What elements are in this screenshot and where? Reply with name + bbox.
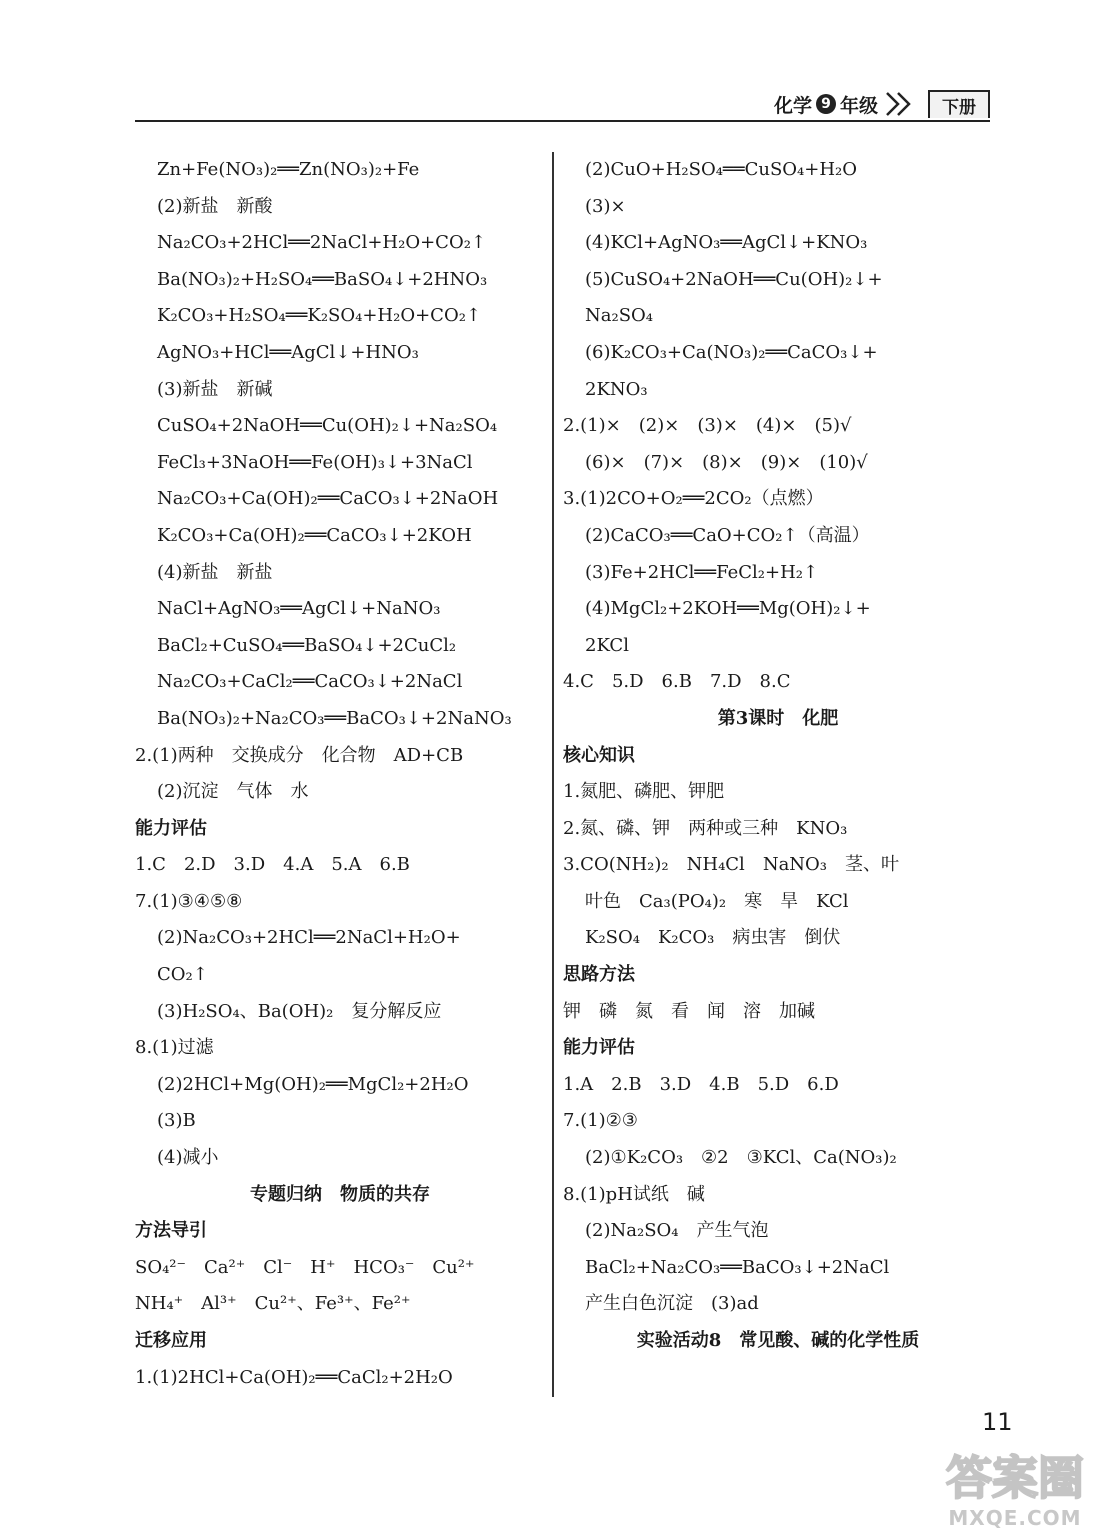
answer-line: (2)CaCO₃══CaO+CO₂↑（高温） <box>585 524 870 546</box>
page-header <box>135 86 990 122</box>
answer-line: BaCl₂+Na₂CO₃══BaCO₃↓+2NaCl <box>585 1256 890 1278</box>
answer-line: (4)MgCl₂+2KOH══Mg(OH)₂↓+ <box>585 598 871 620</box>
answer-line: SO₄²⁻ Ca²⁺ Cl⁻ H⁺ HCO₃⁻ Cu²⁺ <box>135 1256 475 1278</box>
answer-line: (2)CuO+H₂SO₄══CuSO₄+H₂O <box>585 159 858 180</box>
subject-label <box>774 91 878 118</box>
answer-line: (4)新盐 新盐 <box>157 561 273 583</box>
page-number: 11 <box>982 1408 1013 1436</box>
answer-line: Na₂CO₃+Ca(OH)₂══CaCO₃↓+2NaOH <box>157 488 499 510</box>
answer-line: (4)KCl+AgNO₃══AgCl↓+KNO₃ <box>585 232 868 254</box>
grade-badge: 9 <box>816 94 836 114</box>
answer-line: AgNO₃+HCl══AgCl↓+HNO₃ <box>157 341 419 363</box>
answer-line: 2.氮、磷、钾 两种或三种 KNO₃ <box>563 817 848 839</box>
answer-line: 产生白色沉淀 (3)ad <box>585 1293 759 1315</box>
answer-line: (2)Na₂CO₃+2HCl══2NaCl+H₂O+ <box>157 927 461 949</box>
answer-line: (2)2HCl+Mg(OH)₂══MgCl₂+2H₂O <box>157 1073 469 1095</box>
answer-line: (3)× <box>585 195 626 217</box>
answer-line: (3)Fe+2HCl══FeCl₂+H₂↑ <box>585 561 819 583</box>
section-heading: 思路方法 <box>563 964 635 986</box>
answer-line: 2KCl <box>585 634 629 656</box>
header-title-group <box>774 90 990 118</box>
answer-line: Na₂CO₃+2HCl══2NaCl+H₂O+CO₂↑ <box>157 232 487 254</box>
answer-line: 2.(1)两种 交换成分 化合物 AD+CB <box>135 744 464 766</box>
answer-line: 8.(1)过滤 <box>135 1037 214 1059</box>
answer-line: BaCl₂+CuSO₄══BaSO₄↓+2CuCl₂ <box>157 634 457 656</box>
answer-line: 7.(1)③④⑤⑧ <box>135 890 243 912</box>
answer-line: (3)B <box>157 1110 196 1132</box>
answer-line: (2)新盐 新酸 <box>157 195 273 217</box>
answer-line: K₂CO₃+Ca(OH)₂══CaCO₃↓+2KOH <box>157 524 472 546</box>
answer-line: K₂SO₄ K₂CO₃ 病虫害 倒伏 <box>585 927 841 949</box>
subject-prefix: 化学 <box>773 94 812 117</box>
section-heading: 迁移应用 <box>135 1330 207 1351</box>
header-rule <box>135 120 990 122</box>
answer-line: 1.C 2.D 3.D 4.A 5.A 6.B <box>135 854 410 876</box>
section-heading: 核心知识 <box>563 744 635 766</box>
answer-line: 2.(1)× (2)× (3)× (4)× (5)√ <box>563 415 852 437</box>
column-divider <box>552 152 554 1397</box>
answer-line: Zn+Fe(NO₃)₂══Zn(NO₃)₂+Fe <box>157 159 420 180</box>
answer-line: 7.(1)②③ <box>563 1110 638 1132</box>
answer-line: (6)× (7)× (8)× (9)× (10)√ <box>585 451 868 473</box>
answer-line: 钾 磷 氮 看 闻 溶 加碱 <box>563 1000 815 1022</box>
subject-suffix: 年级 <box>839 94 878 117</box>
section-title: 实验活动8 常见酸、碱的化学性质 <box>636 1330 920 1351</box>
watermark-logo <box>930 1444 1100 1532</box>
answer-line: Ba(NO₃)₂+Na₂CO₃══BaCO₃↓+2NaNO₃ <box>157 707 512 729</box>
answer-line: FeCl₃+3NaOH══Fe(OH)₃↓+3NaCl <box>157 451 473 473</box>
watermark-stamp-icon <box>930 1444 1100 1508</box>
section-title: 第3课时 化肥 <box>717 707 839 729</box>
section-title: 专题归纳 物质的共存 <box>250 1183 430 1205</box>
answer-line: Ba(NO₃)₂+H₂SO₄══BaSO₄↓+2HNO₃ <box>157 268 488 290</box>
watermark-url: MXQE.COM <box>948 1506 1082 1530</box>
answer-line: 3.(1)2CO+O₂══2CO₂（点燃） <box>563 488 824 510</box>
answer-line: (6)K₂CO₃+Ca(NO₃)₂══CaCO₃↓+ <box>585 341 878 363</box>
answer-line: (2)Na₂SO₄ 产生气泡 <box>585 1220 769 1242</box>
answer-line: (3)H₂SO₄、Ba(OH)₂ 复分解反应 <box>157 1000 442 1022</box>
answer-line: (5)CuSO₄+2NaOH══Cu(OH)₂↓+ <box>585 268 883 290</box>
answer-line: 8.(1)pH试纸 碱 <box>563 1183 705 1205</box>
answer-line: (4)减小 <box>157 1147 219 1169</box>
answer-line: 1.(1)2HCl+Ca(OH)₂══CaCl₂+2H₂O <box>135 1366 453 1388</box>
answer-line: Na₂CO₃+CaCl₂══CaCO₃↓+2NaCl <box>157 671 463 693</box>
answer-line: 4.C 5.D 6.B 7.D 8.C <box>563 671 791 693</box>
right-column <box>563 152 993 1360</box>
answer-line: NaCl+AgNO₃══AgCl↓+NaNO₃ <box>157 598 441 620</box>
answer-line: 1.氮肥、磷肥、钾肥 <box>563 781 725 803</box>
volume-tab: 下册 <box>928 90 990 118</box>
double-chevron-icon <box>884 91 922 117</box>
answer-line: CuSO₄+2NaOH══Cu(OH)₂↓+Na₂SO₄ <box>157 415 498 437</box>
answer-line: K₂CO₃+H₂SO₄══K₂SO₄+H₂O+CO₂↑ <box>157 305 482 327</box>
svg-text:答案圈: 答案圈 <box>946 1451 1084 1505</box>
left-column <box>135 152 545 1396</box>
answer-line: Na₂SO₄ <box>585 305 654 327</box>
answer-line: 1.A 2.B 3.D 4.B 5.D 6.D <box>563 1073 839 1095</box>
section-heading: 能力评估 <box>563 1037 635 1059</box>
section-heading: 能力评估 <box>135 817 207 839</box>
answer-line: (3)新盐 新碱 <box>157 378 273 400</box>
answer-line: NH₄⁺ Al³⁺ Cu²⁺、Fe³⁺、Fe²⁺ <box>135 1293 411 1315</box>
section-heading: 方法导引 <box>135 1220 207 1242</box>
answer-line: 3.CO(NH₂)₂ NH₄Cl NaNO₃ 茎、叶 <box>563 854 900 876</box>
answer-line: (2)沉淀 气体 水 <box>157 781 309 803</box>
answer-line: (2)①K₂CO₃ ②2 ③KCl、Ca(NO₃)₂ <box>585 1147 897 1169</box>
answer-line: 2KNO₃ <box>585 378 648 400</box>
answer-line: 叶色 Ca₃(PO₄)₂ 寒 旱 KCl <box>585 890 849 912</box>
answer-line: CO₂↑ <box>157 964 208 986</box>
